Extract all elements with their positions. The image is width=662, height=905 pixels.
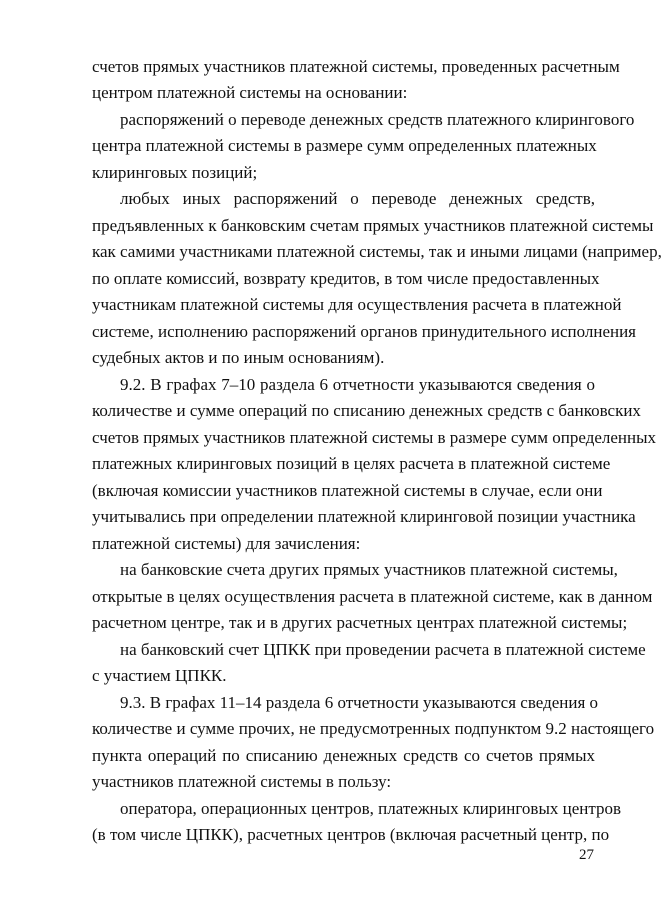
text-line: платежной системы) для зачисления: [92, 534, 361, 553]
text-line: участникам платежной системы для осуществления расчета в платежной [92, 295, 622, 314]
text-line: системе, исполнению распоряжений органов принудительного исполнения [92, 322, 636, 341]
text-line: судебных актов и по иным основаниям). [92, 348, 385, 367]
text-line: на банковские счета других прямых участников платежной системы, [120, 560, 618, 579]
text-line: (в том числе ЦПКК), расчетных центров (включая расчетный центр, по [92, 825, 610, 844]
text-line: центра платежной системы в размере сумм определенных платежных [92, 136, 597, 155]
text-line: по оплате комиссий, возврату кредитов, в том числе предоставленных [92, 269, 600, 288]
text-line: клиринговых позиций; [92, 163, 258, 182]
text-line: любых иных распоряжений о переводе денежных средств, [120, 189, 595, 208]
text-line: счетов прямых участников платежной системы, проведенных расчетным [92, 57, 620, 76]
text-line: открытые в целях осуществления расчета в платежной системе, как в данном [92, 587, 653, 606]
text-line: участников платежной системы в пользу: [92, 772, 392, 791]
text-line: на банковский счет ЦПКК при проведении расчета в платежной системе [120, 640, 646, 659]
text-line: количестве и сумме прочих, не предусмотренных подпунктом 9.2 настоящего [92, 719, 655, 738]
text-line: центром платежной системы на основании: [92, 83, 408, 102]
text-line: платежных клиринговых позиций в целях расчета в платежной системе [92, 454, 611, 473]
text-line: как самими участниками платежной системы, так и иными лицами (например, [92, 242, 662, 261]
text-line: расчетном центре, так и в других расчетных центрах платежной системы; [92, 613, 628, 632]
text-line: количестве и сумме операций по списанию денежных средств с банковских [92, 401, 641, 420]
text-line: предъявленных к банковским счетам прямых участников платежной системы [92, 216, 654, 235]
text-line: учитывались при определении платежной клиринговой позиции участника [92, 507, 636, 526]
text-line: оператора, операционных центров, платежных клиринговых центров [120, 799, 622, 818]
text-line: 9.3. В графах 11–14 раздела 6 отчетности указываются сведения о [120, 693, 599, 712]
text-line: (включая комиссии участников платежной системы в случае, если они [92, 481, 603, 500]
text-line: распоряжений о переводе денежных средств платежного клирингового [120, 110, 635, 129]
text-line: с участием ЦПКК. [92, 666, 227, 685]
page-number: 27 [579, 847, 594, 863]
text-line: пункта операций по списанию денежных средств со счетов прямых [92, 746, 595, 765]
text-line: 9.2. В графах 7–10 раздела 6 отчетности указываются сведения о [120, 375, 595, 394]
text-line: счетов прямых участников платежной системы в размере сумм определенных [92, 428, 657, 447]
